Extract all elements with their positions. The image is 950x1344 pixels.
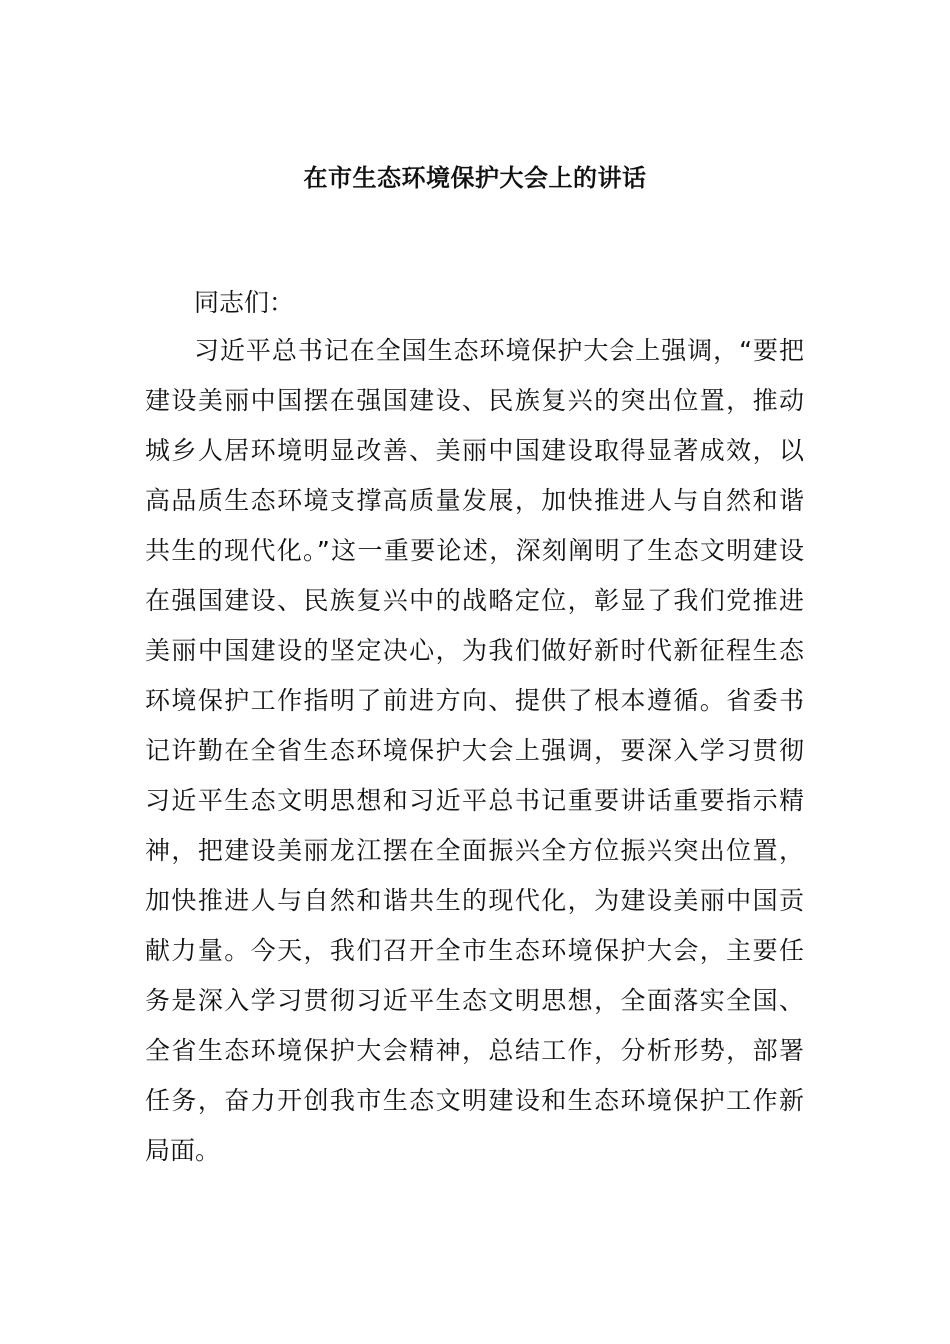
- paragraph-line-1: 习近平总书记在全国生态环境保护大会上强调，“要把: [194, 336, 804, 365]
- paragraph-line-3: 城乡人居环境明显改善、美丽中国建设取得显著成效，以: [145, 436, 804, 465]
- paragraph-line-5: 共生的现代化。”这一重要论述，深刻阐明了生态文明建设: [145, 536, 804, 565]
- paragraph-line-9: 记许勤在全省生态环境保护大会上强调，要深入学习贯彻: [145, 736, 804, 765]
- paragraph-line-13: 献力量。今天，我们召开全市生态环境保护大会，主要任: [145, 936, 804, 965]
- paragraph-line-15: 全省生态环境保护大会精神，总结工作，分析形势，部署: [145, 1036, 804, 1065]
- paragraph-line-7: 美丽中国建设的坚定决心，为我们做好新时代新征程生态: [145, 636, 804, 665]
- paragraph-line-17: 局面。: [145, 1136, 221, 1165]
- salutation: 同志们：: [194, 288, 295, 317]
- paragraph-line-10: 习近平生态文明思想和习近平总书记重要讲话重要指示精: [145, 786, 804, 815]
- paragraph-line-14: 务是深入学习贯彻习近平生态文明思想，全面落实全国、: [145, 986, 804, 1015]
- paragraph-line-8: 环境保护工作指明了前进方向、提供了根本遵循。省委书: [145, 686, 804, 715]
- paragraph-line-2: 建设美丽中国摆在强国建设、民族复兴的突出位置，推动: [145, 386, 804, 415]
- paragraph-line-12: 加快推进人与自然和谐共生的现代化，为建设美丽中国贡: [145, 886, 804, 915]
- paragraph-line-6: 在强国建设、民族复兴中的战略定位，彰显了我们党推进: [145, 586, 804, 615]
- paragraph-line-16: 任务，奋力开创我市生态文明建设和生态环境保护工作新: [145, 1086, 804, 1115]
- document-title: 在市生态环境保护大会上的讲话: [303, 164, 647, 192]
- paragraph-line-4: 高品质生态环境支撑高质量发展，加快推进人与自然和谐: [145, 486, 804, 515]
- paragraph-line-11: 神，把建设美丽龙江摆在全面振兴全方位振兴突出位置，: [145, 836, 804, 865]
